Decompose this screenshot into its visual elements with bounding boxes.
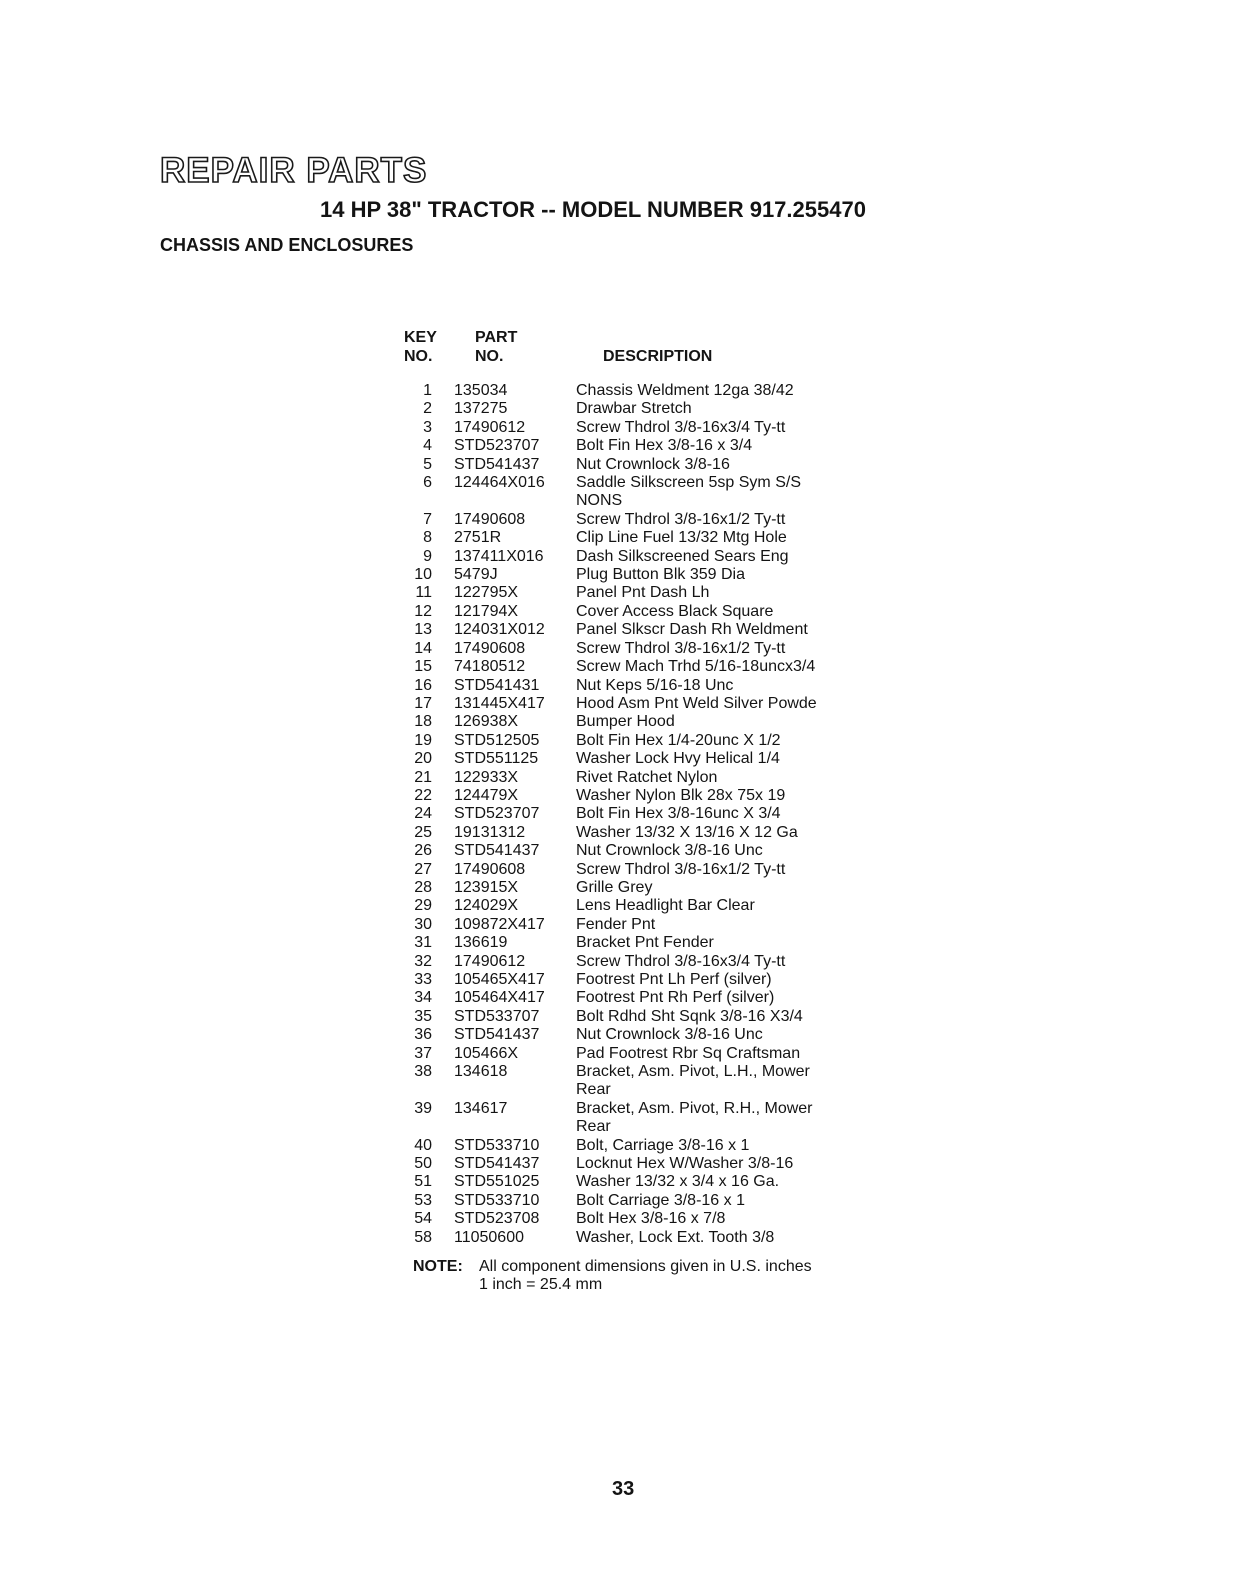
table-row bbox=[404, 1045, 874, 1063]
part-no: STD523707 bbox=[454, 437, 540, 455]
description: Bracket Pnt Fender bbox=[576, 934, 714, 952]
table-row bbox=[404, 953, 874, 971]
description: Washer Nylon Blk 28x 75x 19 bbox=[576, 786, 786, 804]
key-no: 24 bbox=[414, 805, 432, 823]
part-no: 19131312 bbox=[454, 823, 526, 841]
description: Bolt Fin Hex 3/8-16unc X 3/4 bbox=[576, 805, 781, 823]
part-no: STD533707 bbox=[454, 1007, 540, 1025]
table-row bbox=[404, 989, 874, 1007]
part-no: 124464X016 bbox=[454, 474, 545, 492]
part-no: STD523707 bbox=[454, 805, 540, 823]
key-no: 26 bbox=[414, 842, 432, 860]
description: Pad Footrest Rbr Sq Craftsman bbox=[576, 1044, 801, 1062]
key-no: 18 bbox=[414, 713, 432, 731]
part-no: STD551025 bbox=[454, 1173, 540, 1191]
table-row bbox=[404, 566, 874, 584]
description: Bolt Hex 3/8-16 x 7/8 bbox=[576, 1210, 726, 1228]
table-row bbox=[404, 695, 874, 713]
description: Lens Headlight Bar Clear bbox=[576, 897, 755, 915]
table-row bbox=[404, 456, 874, 474]
key-no: 28 bbox=[414, 878, 432, 896]
table-row bbox=[404, 861, 874, 879]
part-no: 74180512 bbox=[454, 658, 526, 676]
table-row bbox=[404, 750, 874, 768]
part-no: STD541431 bbox=[454, 676, 540, 694]
table-row bbox=[404, 916, 874, 934]
key-header-line2: NO. bbox=[404, 348, 433, 365]
part-no: STD512505 bbox=[454, 731, 540, 749]
description: Bolt Fin Hex 1/4-20unc X 1/2 bbox=[576, 731, 781, 749]
table-row bbox=[404, 474, 874, 511]
table-row bbox=[404, 1063, 874, 1100]
description: Screw Thdrol 3/8-16x3/4 Ty-tt bbox=[576, 418, 786, 436]
description: Locknut Hex W/Washer 3/8-16 bbox=[576, 1155, 794, 1173]
model-title: 14 HP 38" TRACTOR -- MODEL NUMBER 917.255470 bbox=[320, 197, 866, 222]
description: Panel Slkscr Dash Rh Weldment bbox=[576, 621, 808, 639]
key-no: 8 bbox=[423, 529, 432, 547]
part-no: 134617 bbox=[454, 1099, 508, 1117]
table-row bbox=[404, 1229, 874, 1247]
table-row bbox=[404, 842, 874, 860]
description: Panel Pnt Dash Lh bbox=[576, 584, 710, 602]
key-no: 29 bbox=[414, 897, 432, 915]
key-no: 6 bbox=[423, 474, 432, 492]
part-no: STD523708 bbox=[454, 1210, 540, 1228]
key-no: 9 bbox=[423, 547, 432, 565]
table-row bbox=[404, 805, 874, 823]
page-number: 33 bbox=[612, 1478, 635, 1500]
table-row bbox=[404, 548, 874, 566]
part-no: 121794X bbox=[454, 602, 519, 620]
table-row bbox=[404, 584, 874, 602]
description: Nut Crownlock 3/8-16 Unc bbox=[576, 1026, 763, 1044]
description: Saddle Silkscreen 5sp Sym S/S NONS bbox=[576, 474, 801, 510]
description: Nut Crownlock 3/8-16 bbox=[576, 455, 730, 473]
key-no: 11 bbox=[415, 584, 432, 602]
description: Grille Grey bbox=[576, 878, 653, 896]
description: Washer Lock Hvy Helical 1/4 bbox=[576, 750, 780, 768]
part-no: STD541437 bbox=[454, 1026, 540, 1044]
part-no: 105465X417 bbox=[454, 971, 545, 988]
table-row bbox=[404, 400, 874, 418]
part-no: 137411X016 bbox=[454, 547, 544, 565]
description: Washer 13/32 X 13/16 X 12 Ga bbox=[576, 823, 798, 841]
part-no: 17490608 bbox=[454, 860, 526, 878]
key-header-line1: KEY bbox=[404, 329, 437, 346]
key-no: 4 bbox=[423, 437, 432, 455]
key-no: 22 bbox=[414, 786, 432, 804]
table-row bbox=[404, 1100, 874, 1137]
key-no: 50 bbox=[414, 1155, 432, 1173]
description: Bumper Hood bbox=[576, 713, 675, 731]
part-no: STD541437 bbox=[454, 1155, 540, 1173]
part-no: 126938X bbox=[454, 713, 519, 731]
table-row bbox=[404, 769, 874, 787]
key-no: 15 bbox=[414, 658, 432, 676]
part-header-line2: NO. bbox=[475, 348, 504, 365]
part-no: 5479J bbox=[454, 566, 498, 584]
key-no: 10 bbox=[414, 566, 432, 584]
table-row bbox=[404, 1155, 874, 1173]
table-row bbox=[404, 437, 874, 455]
part-no: STD541437 bbox=[454, 455, 540, 473]
description: Bolt Rdhd Sht Sqnk 3/8-16 X3/4 bbox=[576, 1007, 803, 1025]
part-no: 17490608 bbox=[454, 510, 526, 528]
part-no: 131445X417 bbox=[454, 694, 545, 712]
key-no: 3 bbox=[423, 418, 432, 436]
description: Footrest Pnt Lh Perf (silver) bbox=[576, 971, 772, 988]
key-no: 17 bbox=[414, 694, 432, 712]
part-no: 134618 bbox=[454, 1063, 508, 1081]
description: Nut Keps 5/16-18 Unc bbox=[576, 676, 734, 694]
table-row bbox=[404, 971, 874, 989]
description: Hood Asm Pnt Weld Silver Powde bbox=[576, 694, 817, 712]
parts-table bbox=[404, 382, 874, 1247]
description: Nut Crownlock 3/8-16 Unc bbox=[576, 842, 763, 860]
table-row bbox=[404, 713, 874, 731]
table-row bbox=[404, 1210, 874, 1228]
table-row bbox=[404, 1026, 874, 1044]
part-no: 17490608 bbox=[454, 639, 526, 657]
table-row bbox=[404, 1137, 874, 1155]
table-row bbox=[404, 382, 874, 400]
part-no: 11050600 bbox=[454, 1228, 524, 1246]
key-no: 2 bbox=[423, 400, 432, 418]
table-row bbox=[404, 529, 874, 547]
description: Clip Line Fuel 13/32 Mtg Hole bbox=[576, 529, 787, 547]
section-title: CHASSIS AND ENCLOSURES bbox=[160, 235, 414, 255]
key-no: 12 bbox=[414, 602, 432, 620]
key-no: 34 bbox=[414, 989, 432, 1007]
table-row bbox=[404, 1192, 874, 1210]
table-row bbox=[404, 1173, 874, 1191]
key-no: 32 bbox=[414, 952, 432, 970]
page-heading: REPAIR PARTS bbox=[160, 151, 428, 190]
description: Dash Silkscreened Sears Eng bbox=[576, 547, 789, 565]
description: Screw Mach Trhd 5/16-18uncx3/4 bbox=[576, 658, 816, 676]
description: Bracket, Asm. Pivot, R.H., Mower Rear bbox=[576, 1099, 813, 1136]
description: Footrest Pnt Rh Perf (silver) bbox=[576, 989, 775, 1007]
part-header-line1: PART bbox=[475, 329, 518, 346]
part-no: 124031X012 bbox=[454, 621, 545, 639]
part-no: STD551125 bbox=[454, 750, 539, 768]
description: Screw Thdrol 3/8-16x1/2 Ty-tt bbox=[576, 639, 786, 657]
table-row bbox=[404, 732, 874, 750]
key-no: 19 bbox=[414, 731, 432, 749]
part-no: 122795X bbox=[454, 584, 519, 602]
part-no: 17490612 bbox=[454, 418, 526, 436]
description: Bolt Carriage 3/8-16 x 1 bbox=[576, 1191, 745, 1209]
part-no: 105466X bbox=[454, 1044, 519, 1062]
table-row bbox=[404, 640, 874, 658]
description: Fender Pnt bbox=[576, 915, 656, 933]
part-no: 109872X417 bbox=[454, 915, 545, 933]
table-row bbox=[404, 879, 874, 897]
description: Bracket, Asm. Pivot, L.H., Mower Rear bbox=[576, 1063, 810, 1099]
note-line2: 1 inch = 25.4 mm bbox=[479, 1276, 603, 1293]
key-no: 30 bbox=[414, 915, 432, 933]
table-row bbox=[404, 419, 874, 437]
part-no: 136619 bbox=[454, 934, 508, 952]
key-no: 25 bbox=[414, 823, 432, 841]
key-no: 37 bbox=[414, 1044, 432, 1062]
key-no: 40 bbox=[414, 1136, 432, 1154]
description: Screw Thdrol 3/8-16x3/4 Ty-tt bbox=[576, 952, 786, 970]
note-label: NOTE: bbox=[413, 1258, 463, 1275]
table-row bbox=[404, 603, 874, 621]
key-no: 53 bbox=[414, 1191, 432, 1209]
table-row bbox=[404, 1008, 874, 1026]
part-no: STD533710 bbox=[454, 1136, 540, 1154]
key-no: 7 bbox=[423, 510, 432, 528]
key-no: 1 bbox=[423, 382, 432, 399]
table-row bbox=[404, 787, 874, 805]
key-no: 33 bbox=[414, 971, 432, 988]
description-header: DESCRIPTION bbox=[603, 348, 713, 365]
part-no: 135034 bbox=[454, 382, 508, 399]
key-no: 36 bbox=[414, 1026, 432, 1044]
key-no: 35 bbox=[414, 1007, 432, 1025]
table-row bbox=[404, 658, 874, 676]
part-no: 124029X bbox=[454, 897, 519, 915]
description: Drawbar Stretch bbox=[576, 400, 692, 418]
note-line1: All component dimensions given in U.S. inches bbox=[479, 1258, 812, 1275]
part-no: 17490612 bbox=[454, 952, 526, 970]
key-no: 39 bbox=[414, 1099, 432, 1117]
key-no: 51 bbox=[414, 1173, 432, 1191]
part-no: 124479X bbox=[454, 786, 519, 804]
part-no: 122933X bbox=[454, 768, 519, 786]
description: Screw Thdrol 3/8-16x1/2 Ty-tt bbox=[576, 510, 786, 528]
description: Cover Access Black Square bbox=[576, 602, 774, 620]
key-no: 13 bbox=[414, 621, 432, 639]
description: Washer 13/32 x 3/4 x 16 Ga. bbox=[576, 1173, 780, 1191]
table-row bbox=[404, 677, 874, 695]
key-no: 21 bbox=[414, 768, 432, 786]
description: Bolt, Carriage 3/8-16 x 1 bbox=[576, 1136, 750, 1154]
key-no: 31 bbox=[414, 934, 432, 952]
key-no: 16 bbox=[414, 676, 432, 694]
key-no: 14 bbox=[414, 639, 432, 657]
key-no: 20 bbox=[414, 750, 432, 768]
description: Washer, Lock Ext. Tooth 3/8 bbox=[576, 1228, 775, 1246]
description: Rivet Ratchet Nylon bbox=[576, 768, 718, 786]
key-no: 27 bbox=[414, 860, 432, 878]
description: Screw Thdrol 3/8-16x1/2 Ty-tt bbox=[576, 860, 786, 878]
table-row bbox=[404, 621, 874, 639]
key-no: 38 bbox=[414, 1063, 432, 1081]
key-no: 54 bbox=[414, 1210, 432, 1228]
part-no: 105464X417 bbox=[454, 989, 545, 1007]
description: Bolt Fin Hex 3/8-16 x 3/4 bbox=[576, 437, 753, 455]
part-no: 123915X bbox=[454, 878, 519, 896]
part-no: 137275 bbox=[454, 400, 508, 418]
table-row bbox=[404, 511, 874, 529]
table-row bbox=[404, 897, 874, 915]
key-no: 58 bbox=[414, 1228, 432, 1246]
key-no: 5 bbox=[423, 455, 432, 473]
note bbox=[413, 1258, 812, 1294]
table-row bbox=[404, 934, 874, 952]
table-row bbox=[404, 824, 874, 842]
part-no: STD533710 bbox=[454, 1191, 540, 1209]
description: Chassis Weldment 12ga 38/42 bbox=[576, 382, 794, 399]
part-no: 2751R bbox=[454, 529, 502, 547]
part-no: STD541437 bbox=[454, 842, 540, 860]
description: Plug Button Blk 359 Dia bbox=[576, 566, 745, 584]
